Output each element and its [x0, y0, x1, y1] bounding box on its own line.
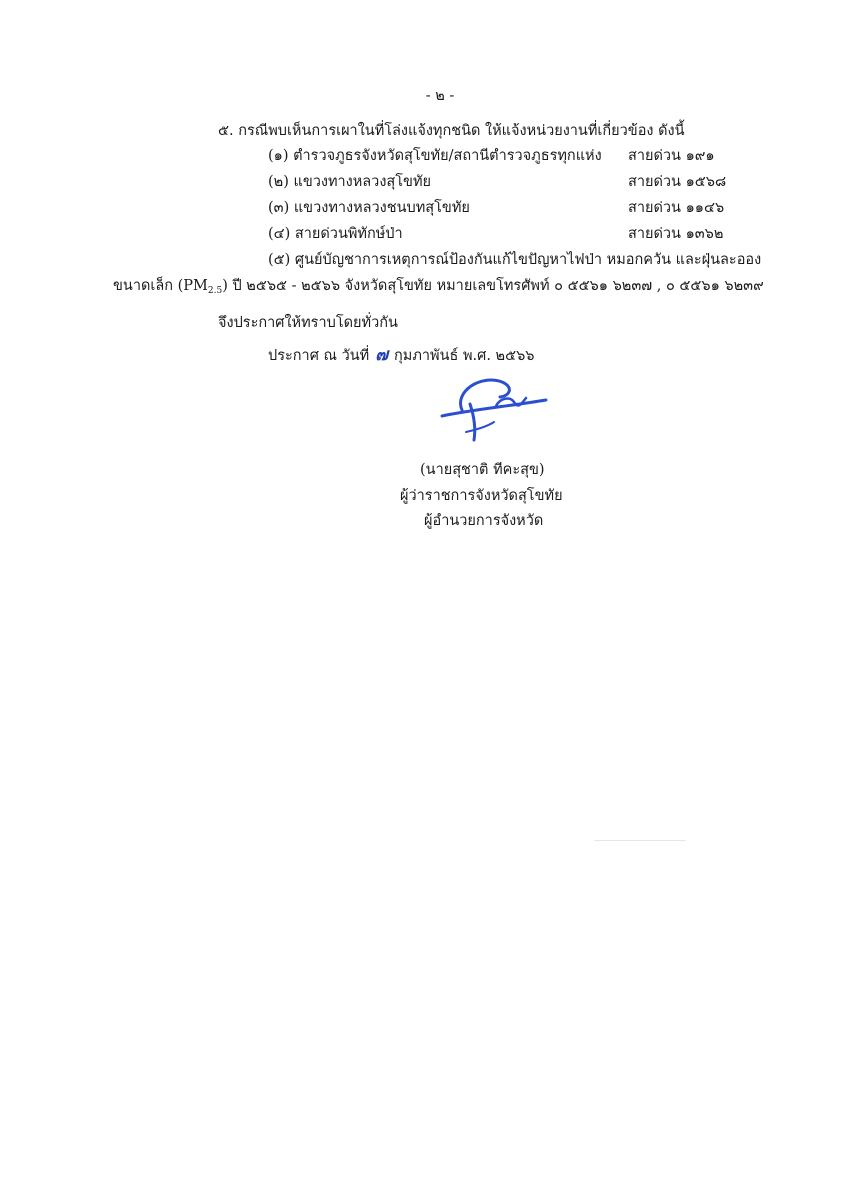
announcement-date	[268, 345, 535, 366]
signatory-role: ผู้อำนวยการจังหวัด	[424, 513, 544, 529]
item-5-line-1: (๕) ศูนย์บัญชาการเหตุการณ์ป้องกันแก้ไขปัญหาไฟป่า หมอกควัน และฝุ่นละออง	[268, 252, 762, 268]
contact-label: (๒) แขวงทางหลวงสุโขทัย	[268, 174, 432, 190]
contact-hotline: สายด่วน ๑๕๖๘	[628, 174, 727, 190]
faint-scan-mark	[594, 840, 686, 841]
page-number: - ๒ -	[425, 88, 455, 104]
pm-subscript: 2.5	[207, 286, 223, 296]
item-5-suffix: ) ปี ๒๕๖๕ - ๒๕๖๖ จังหวัดสุโขทัย หมายเลขโทรศัพท์ ๐ ๕๕๖๑ ๖๒๓๗ , ๐ ๕๕๖๑ ๖๒๓๙	[222, 278, 764, 294]
section-5-intro: ๕. กรณีพบเห็นการเผาในที่โล่งแจ้งทุกชนิด ให้แจ้งหน่วยงานที่เกี่ยวข้อง ดังนี้	[218, 123, 685, 139]
contact-hotline: สายด่วน ๑๑๔๖	[628, 200, 725, 216]
contact-label: (๑) ตำรวจภูธรจังหวัดสุโขทัย/สถานีตำรวจภูธรทุกแห่ง	[268, 148, 602, 164]
closing-statement: จึงประกาศให้ทราบโดยทั่วกัน	[218, 315, 398, 331]
announcement-prefix: ประกาศ ณ วันที่	[268, 348, 370, 364]
announcement-suffix: กุมภาพันธ์ พ.ศ. ๒๕๖๖	[394, 348, 535, 364]
signatory-name: (นายสุชาติ ทีคะสุข)	[420, 462, 545, 478]
contact-hotline: สายด่วน ๑๙๑	[628, 148, 715, 164]
signature-image	[440, 370, 550, 450]
signatory-title: ผู้ว่าราชการจังหวัดสุโขทัย	[400, 488, 563, 504]
handwritten-day: ๗	[375, 345, 388, 365]
contact-hotline: สายด่วน ๑๓๖๒	[628, 226, 724, 242]
item-5-prefix: ขนาดเล็ก (PM	[113, 278, 208, 294]
contact-label: (๔) สายด่วนพิทักษ์ป่า	[268, 226, 403, 242]
contact-label: (๓) แขวงทางหลวงชนบทสุโขทัย	[268, 200, 470, 216]
item-5-line-2	[113, 276, 764, 301]
